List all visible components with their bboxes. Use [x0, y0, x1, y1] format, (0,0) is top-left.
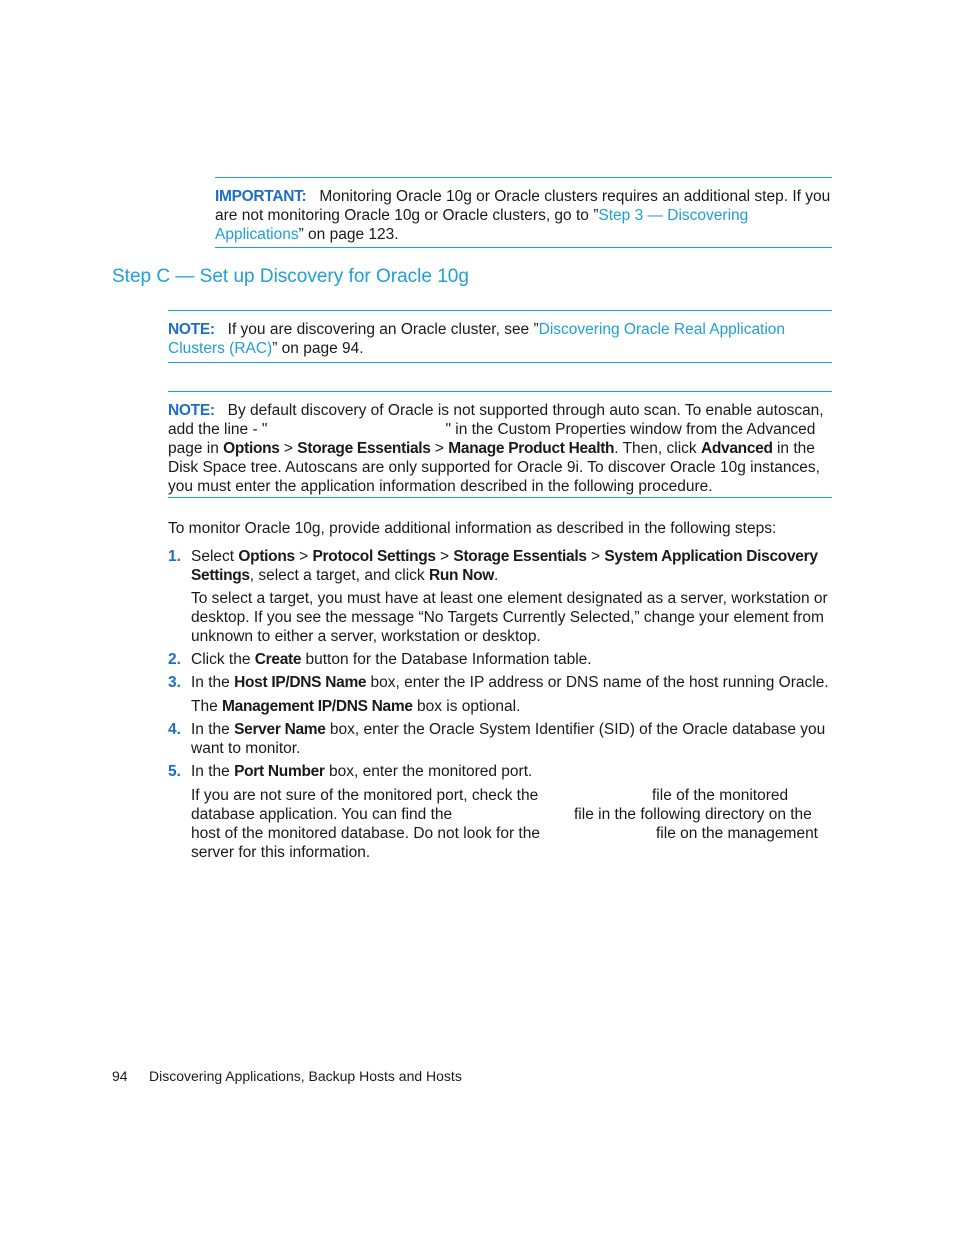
note1-bottom-rule: [168, 362, 832, 363]
step-text: button for the Database Information table.: [301, 651, 592, 668]
step-5: [191, 762, 831, 781]
important-box: [215, 187, 832, 244]
step-text: Select: [191, 548, 239, 565]
note2-top-rule: [168, 391, 832, 392]
important-text: Monitoring Oracle 10g or Oracle clusters requires an additional step. If you are not monitoring Oracle 10g or Oracle clusters, go to ”: [215, 188, 831, 224]
menu-protocol-settings: Protocol Settings: [312, 548, 436, 565]
step-2: [191, 650, 831, 669]
separator: >: [279, 440, 298, 457]
menu-storage-essentials: Storage Essentials: [297, 440, 431, 457]
server-name-label: Server Name: [234, 721, 326, 738]
menu-options: Options: [238, 548, 295, 565]
section-heading: Step C — Set up Discovery for Oracle 10g: [112, 266, 469, 287]
menu-manage-product-health: Manage Product Health: [448, 440, 615, 457]
step-number: 5.: [168, 763, 181, 780]
note1-label: NOTE:: [168, 321, 215, 338]
note2-text-d: in the Disk Space tree. Autoscans are only supported for Oracle 9i. To discover Oracle 10g instances, you must enter the application information described in the following procedure.: [168, 440, 820, 495]
menu-system-app-discovery: System Application Discovery Settings: [191, 548, 818, 584]
step-text: .: [494, 567, 499, 584]
step-text: If you are not sure of the monitored port, check the: [191, 787, 539, 804]
step-text: box, enter the monitored port.: [324, 763, 533, 780]
separator: >: [435, 548, 454, 565]
step-text: file on the management: [656, 825, 818, 842]
step-text: file in the following directory on the: [574, 806, 812, 823]
important-label: IMPORTANT:: [215, 188, 307, 205]
step-4: [191, 720, 831, 758]
step-text: box is optional.: [412, 698, 521, 715]
step-1: [191, 547, 831, 585]
step3-link[interactable]: Step 3 — Discovering Applications: [215, 207, 749, 243]
note1-text: If you are discovering an Oracle cluster, see ”: [227, 321, 539, 338]
step-text: database application. You can find the: [191, 806, 453, 823]
step-text: In the: [191, 721, 235, 738]
step-5-detail: [191, 786, 831, 862]
separator: >: [430, 440, 449, 457]
note2-text-b: " in the Custom Properties window from the Advanced page in: [168, 421, 816, 457]
step-number: 2.: [168, 651, 181, 668]
step-text: box, enter the IP address or DNS name of the host running Oracle.: [366, 674, 829, 691]
step-number: 3.: [168, 674, 181, 691]
step-3-detail: [191, 697, 831, 716]
step-3: [191, 673, 831, 692]
menu-storage-essentials: Storage Essentials: [453, 548, 587, 565]
step-text: host of the monitored database. Do not look for the: [191, 825, 540, 842]
step-text: , select a target, and click: [249, 567, 429, 584]
note1-box: [168, 320, 832, 358]
note2-box: [168, 401, 832, 496]
note2-text-a: By default discovery of Oracle is not supported through auto scan. To enable autoscan, add the line - ": [168, 402, 824, 438]
page-number: 94: [112, 1068, 128, 1084]
step-1-detail: To select a target, you must have at least one element designated as a server, workstation or desktop. If you see the message “No Targets Currently Selected,” change your element from unknown to either a server, workstation or desktop.: [191, 590, 828, 645]
advanced-label: Advanced: [700, 440, 773, 457]
run-now-label: Run Now: [428, 567, 495, 584]
step-text: In the: [191, 763, 235, 780]
port-number-label: Port Number: [234, 763, 325, 780]
intro-paragraph: To monitor Oracle 10g, provide additional information as described in the following steps:: [168, 520, 777, 537]
step-text: box, enter the Oracle System Identifier (SID) of the Oracle database you want to monitor.: [191, 721, 826, 757]
footer-title: Discovering Applications, Backup Hosts and Hosts: [149, 1068, 462, 1084]
important-top-rule: [215, 177, 832, 178]
separator: >: [586, 548, 605, 565]
note2-bottom-rule: [168, 497, 832, 498]
important-text-end: ” on page 123.: [298, 226, 399, 243]
step-text: file of the monitored: [652, 787, 789, 804]
step-number: 4.: [168, 721, 181, 738]
note2-text-c: . Then, click: [614, 440, 701, 457]
menu-options: Options: [223, 440, 280, 457]
step-text: The: [191, 698, 223, 715]
host-ip-dns-label: Host IP/DNS Name: [234, 674, 367, 691]
step-text: In the: [191, 674, 235, 691]
step-number: 1.: [168, 548, 181, 565]
rac-link[interactable]: Discovering Oracle Real Application Clusters (RAC): [168, 321, 786, 357]
step-text: server for this information.: [191, 844, 371, 861]
important-bottom-rule: [215, 247, 832, 248]
note2-label: NOTE:: [168, 402, 215, 419]
note1-text-end: ” on page 94.: [272, 340, 364, 357]
management-ip-dns-label: Management IP/DNS Name: [222, 698, 413, 715]
separator: >: [294, 548, 313, 565]
step-text: Click the: [191, 651, 255, 668]
create-label: Create: [254, 651, 302, 668]
note1-top-rule: [168, 310, 832, 311]
